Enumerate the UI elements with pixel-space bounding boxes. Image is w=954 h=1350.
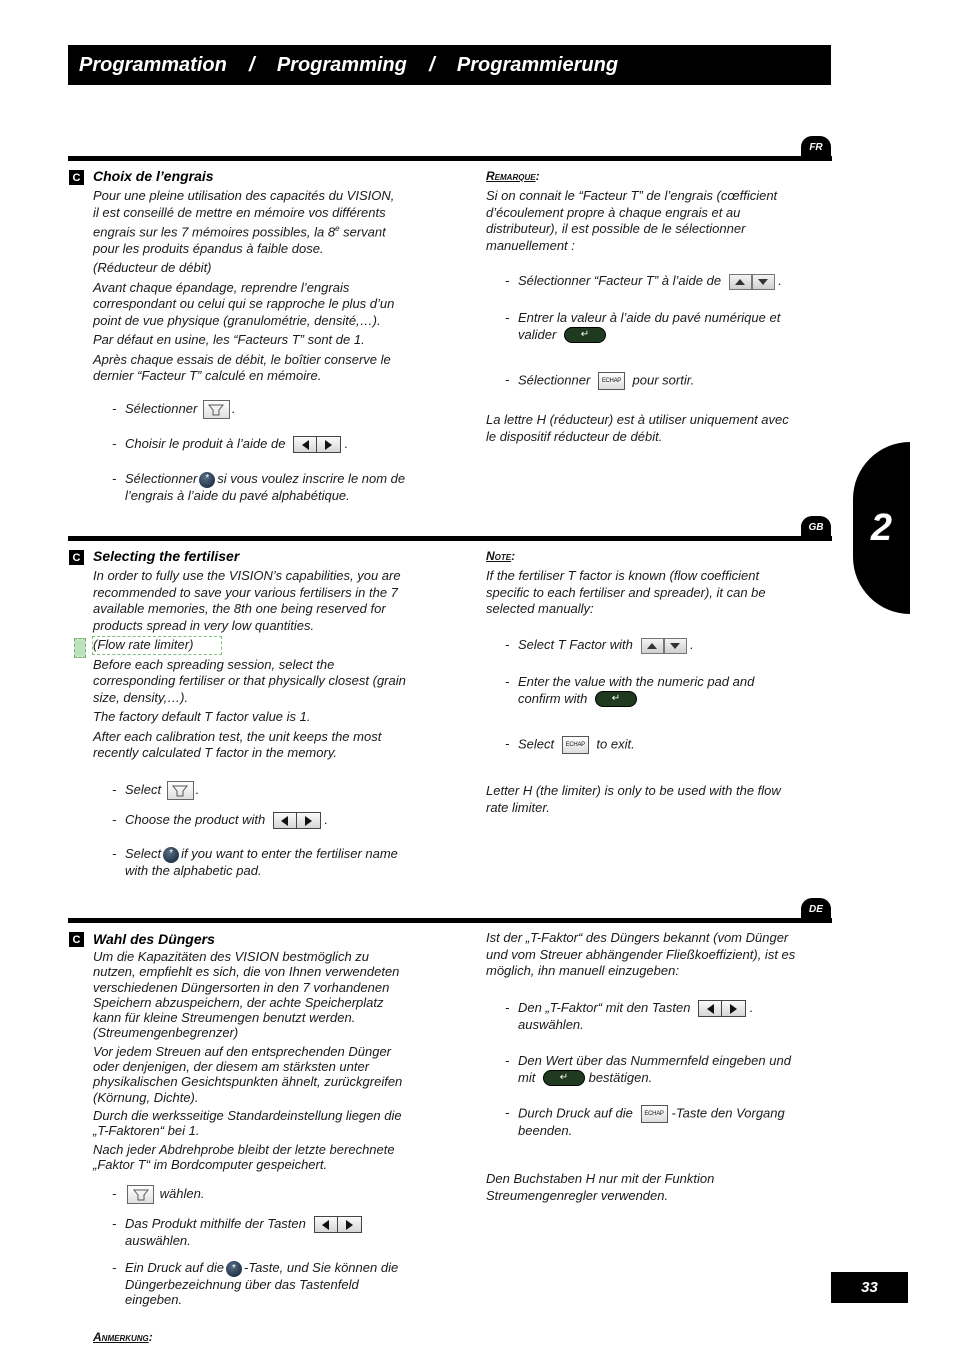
text-line: rate limiter. (486, 799, 550, 815)
text-line: Speichern abzuspeichern, der achte Speicherplatz (93, 994, 384, 1010)
hopper-key-icon[interactable] (127, 1185, 154, 1204)
text-span: Entrer la valeur à l’aide du pavé numérique et (518, 310, 781, 325)
step-enter-name: - Select * if you want to enter the fertiliser name with the alphabetic pad. (112, 846, 398, 878)
text-line: Pour une pleine utilisation des capacités du VISION, (93, 188, 395, 203)
escape-key-icon[interactable]: ECHAP (562, 736, 589, 754)
section-rule (68, 918, 832, 923)
text-line: Um die Kapazitäten des VISION bestmöglich zu (93, 949, 370, 964)
superscript: e (335, 224, 340, 233)
text-span: auswählen. (125, 1233, 191, 1249)
up-down-keys[interactable] (729, 274, 775, 290)
text-line: The factory default T factor value is 1. (93, 709, 311, 724)
left-right-keys[interactable] (314, 1216, 362, 1233)
hopper-key-icon[interactable] (167, 781, 194, 800)
text-line: pour les produits épandus à faible dose. (93, 240, 324, 256)
text-line: recently calculated T factor in the memory. (93, 745, 337, 760)
text-span: Select (125, 846, 162, 861)
note-title: Anmerkung: (93, 1330, 153, 1344)
text-span: l’engrais à l’aide du pavé alphabétique. (125, 487, 350, 503)
left-arrow-icon[interactable] (315, 1217, 338, 1232)
right-arrow-icon[interactable] (722, 1001, 745, 1016)
de-note (486, 930, 816, 980)
up-arrow-icon[interactable] (641, 638, 664, 654)
star-key-icon[interactable]: * (163, 847, 179, 863)
enter-key-icon[interactable]: ↵ (595, 691, 637, 707)
up-arrow-icon[interactable] (729, 274, 752, 290)
text-line: products spread in very low quantities. (93, 617, 315, 633)
left-arrow-icon[interactable] (274, 813, 297, 828)
text-line: Ist der „T-Faktor“ des Düngers bekannt (vom Dünger (486, 930, 789, 945)
text-line: oder denjenigen, der diesem am stärksten unter (93, 1059, 370, 1075)
text-line: physikalischen Gesichtspunkten ähnelt, zurückgreifen (93, 1074, 403, 1090)
text-span: Durch Druck auf die (518, 1105, 633, 1121)
left-arrow-icon[interactable] (294, 437, 317, 452)
header-title-de: Programmierung (456, 53, 619, 76)
text-span: mit (518, 1069, 536, 1085)
header-title-gb: Programming (276, 53, 407, 76)
step-choose-product: - Das Produkt mithilfe der Tasten auswählen. (112, 1216, 432, 1250)
text-line: „T-Faktoren“ bei 1. (93, 1123, 200, 1139)
text-line: available memories, the 8th one being reserved for (93, 601, 386, 616)
step-enter-name: - Sélectionner * si vous voulez inscrire le nom de l’engrais à l’aide du pavé alphabétique. (112, 471, 406, 503)
text-line: Vor jedem Streuen auf den entsprechenden Dünger (93, 1043, 391, 1059)
text-line (93, 221, 433, 241)
gb-intro (93, 568, 433, 762)
text-line: distributeur), il est possible de le sélectionner (486, 221, 746, 236)
escape-key-icon[interactable]: ECHAP (598, 372, 625, 390)
down-arrow-icon[interactable] (664, 638, 687, 654)
header-title-fr: Programmation (79, 53, 227, 76)
step-choose-product: - Choose the product with . (112, 812, 328, 829)
text-span: pour sortir. (632, 372, 695, 388)
text-line: Den Buchstaben H nur mit der Funktion (486, 1171, 715, 1186)
text-line: und vom Streuer abhängender Fließkoeffizient), ist es (486, 946, 796, 962)
escape-key-icon[interactable]: ECHAP (641, 1105, 668, 1123)
right-arrow-icon[interactable] (338, 1217, 361, 1232)
text-span: Sélectionner “Facteur T” à l’aide de (518, 273, 722, 288)
step-select-t-factor: - Sélectionner “Facteur T” à l’aide de . (505, 273, 782, 288)
text-span: Enter the value with the numeric pad and (518, 674, 755, 689)
page-number: 33 (831, 1272, 908, 1303)
section-title: Choix de l’engrais (93, 168, 214, 184)
section-rule (68, 536, 832, 541)
text-line: Avant chaque épandage, reprendre l’engrais (93, 279, 350, 295)
text-span: Select (125, 781, 162, 797)
gb-note (486, 568, 816, 618)
gb-note-limiter (486, 783, 816, 816)
text-line: point de vue physique (granulométrie, densité,…). (93, 312, 381, 328)
text-span: Düngerbezeichnung über das Tastenfeld (125, 1276, 359, 1292)
text-span: Choose the product with (125, 812, 266, 827)
c-box-icon: C (69, 550, 84, 565)
right-arrow-icon[interactable] (317, 437, 340, 452)
text-span: confirm with (518, 690, 588, 706)
text-span: Sélectionner (125, 471, 198, 486)
text-line: Nach jeder Abdrehprobe bleibt der letzte berechnete (93, 1141, 395, 1157)
text-line: Par défaut en usine, les “Facteurs T” sont de 1. (93, 332, 365, 348)
text-line: (Streumengenbegrenzer) (93, 1025, 239, 1041)
text-line: manuellement : (486, 237, 575, 253)
enter-key-icon[interactable]: ↵ (564, 327, 606, 343)
step-select-t-factor: - Den „T-Faktor“ mit den Tasten . auswählen. (505, 1000, 754, 1033)
de-intro (93, 949, 433, 1172)
text-span: auswählen. (518, 1017, 584, 1033)
text-span: engrais sur les 7 mémoires possibles, la 8 (93, 224, 336, 240)
right-arrow-icon[interactable] (297, 813, 320, 828)
fr-note (486, 188, 816, 254)
note-label: Anmerkung (93, 1330, 149, 1344)
note-title: Note: (486, 549, 516, 563)
step-select-hopper: - Select . (112, 781, 199, 800)
text-span: wählen. (159, 1185, 205, 1201)
text-line: (Flow rate limiter) (93, 637, 221, 654)
chapter-tab: 2 (853, 442, 910, 614)
step-exit: - Durch Druck auf die ECHAP -Taste den Vorgang beenden. (505, 1105, 785, 1138)
step-enter-value: - Enter the value with the numeric pad and confirm with ↵ (505, 674, 755, 706)
note-label: Note (486, 549, 512, 563)
c-box-icon: C (69, 932, 84, 947)
up-down-keys[interactable] (641, 638, 687, 654)
text-line: Après chaque essais de débit, le boîtier conserve le (93, 351, 391, 367)
text-span: Den „T-Faktor“ mit den Tasten (518, 1000, 691, 1015)
step-choose-product: - Choisir le produit à l’aide de . (112, 436, 348, 453)
de-note-limiter (486, 1171, 816, 1204)
text-line: d’écoulement propre à chaque engrais et au (486, 204, 741, 220)
text-line: le dispositif réducteur de débit. (486, 428, 663, 444)
step-select-hopper: - wählen. (112, 1185, 204, 1204)
lang-tab-gb: GB (801, 516, 831, 538)
text-span: bestätigen. (588, 1069, 653, 1085)
text-span: Das Produkt mithilfe der Tasten (125, 1216, 306, 1231)
text-line: Letter H (the limiter) is only to be used with the flow (486, 783, 781, 798)
hopper-key-icon[interactable] (203, 400, 230, 419)
fr-intro (93, 188, 433, 385)
text-line: Durch die werksseitige Standardeinstellung liegen die (93, 1107, 402, 1123)
text-span: Den Wert über das Nummernfeld eingeben und (518, 1053, 791, 1068)
text-line: verschiedenen Düngersorten in den 7 vorhandenen (93, 979, 390, 995)
text-line: In order to fully use the VISION’s capabilities, you are (93, 568, 401, 583)
text-line: Before each spreading session, select the (93, 656, 335, 672)
left-right-keys[interactable] (293, 436, 341, 453)
note-title: Remarque: (486, 169, 540, 183)
step-select-hopper: - Sélectionner . (112, 400, 236, 419)
text-line: dernier “Facteur T” calculé en mémoire. (93, 368, 322, 384)
header-separator: / (249, 53, 255, 76)
step-exit: - Select ECHAP to exit. (505, 736, 635, 754)
text-line: recommended to save your various fertilisers in the 7 (93, 584, 398, 600)
lang-tab-fr: FR (801, 136, 831, 158)
text-span: si vous voulez inscrire le nom de (217, 471, 406, 486)
star-key-icon[interactable]: * (226, 1261, 242, 1277)
c-box-icon: C (69, 170, 84, 185)
section-title: Selecting the fertiliser (93, 548, 240, 564)
down-arrow-icon[interactable] (752, 274, 775, 290)
section-title: Wahl des Düngers (93, 931, 215, 947)
text-line: il est conseillé de mettre en mémoire vos différents (93, 204, 386, 220)
text-line: corresponding fertiliser or that physically closest (grain (93, 673, 406, 688)
text-line: specific to each fertiliser and spreader), it can be (486, 584, 766, 600)
enter-key-icon[interactable]: ↵ (543, 1070, 585, 1086)
step-select-t-factor: - Select T Factor with . (505, 637, 694, 652)
text-span: Sélectionner (518, 372, 591, 388)
text-span: Select (518, 736, 555, 752)
text-line: „Faktor T“ im Bordcomputer gespeichert. (93, 1156, 328, 1172)
text-span: servant (339, 224, 386, 240)
text-span: if you want to enter the fertiliser name (181, 846, 398, 861)
text-line: möglich, ihn manuell einzugeben: (486, 963, 679, 978)
text-span: Choisir le produit à l’aide de (125, 436, 286, 451)
step-exit: - Sélectionner ECHAP pour sortir. (505, 372, 694, 390)
header-separator: / (429, 53, 435, 76)
star-key-icon[interactable]: * (199, 472, 215, 488)
step-enter-value: - Entrer la valeur à l’aide du pavé numérique et valider ↵ (505, 310, 781, 342)
text-line: nutzen, empfiehlt es sich, die von Ihnen verwendeten (93, 964, 400, 980)
text-span: -Taste den Vorgang (671, 1105, 785, 1121)
text-span: Select T Factor with (518, 637, 633, 652)
text-line: selected manually: (486, 601, 594, 616)
left-right-keys[interactable] (698, 1000, 746, 1017)
note-label: Remarque (486, 169, 536, 183)
text-line: correspondant ou celui qui se rapproche le plus d’un (93, 296, 395, 312)
text-span: to exit. (596, 736, 635, 752)
page-header (68, 45, 831, 85)
text-line: size, density,…). (93, 689, 189, 705)
text-line: (Réducteur de débit) (93, 260, 212, 276)
fr-note-limiter (486, 412, 816, 445)
text-line: (Körnung, Dichte). (93, 1089, 199, 1105)
flow-limiter-icon (74, 638, 86, 658)
text-span: Sélectionner (125, 400, 198, 416)
step-enter-name: - Ein Druck auf die * -Taste, und Sie können die Düngerbezeichnung über das Tastenfeld eingeben. (112, 1260, 399, 1308)
text-span: valider (518, 326, 557, 342)
text-line: Streumengenregler verwenden. (486, 1187, 669, 1203)
text-line: kann für kleine Streumengen benutzt werden. (93, 1010, 356, 1026)
text-span: beenden. (518, 1123, 573, 1138)
text-span: Ein Druck auf die (125, 1260, 224, 1275)
step-enter-value: - Den Wert über das Nummernfeld eingeben und mit ↵ bestätigen. (505, 1053, 791, 1085)
left-right-keys[interactable] (273, 812, 321, 829)
text-span: with the alphabetic pad. (125, 862, 262, 878)
left-arrow-icon[interactable] (699, 1001, 722, 1016)
text-line: If the fertiliser T factor is known (flow coefficient (486, 568, 760, 583)
section-rule (68, 156, 832, 161)
text-line: Si on connait le “Facteur T” de l’engrais (cœfficient (486, 188, 778, 203)
text-span: -Taste, und Sie können die (244, 1260, 399, 1275)
text-line: La lettre H (réducteur) est à utiliser uniquement avec (486, 412, 789, 427)
text-span: eingeben. (125, 1292, 183, 1308)
text-line: After each calibration test, the unit keeps the most (93, 728, 382, 744)
lang-tab-de: DE (801, 898, 831, 920)
